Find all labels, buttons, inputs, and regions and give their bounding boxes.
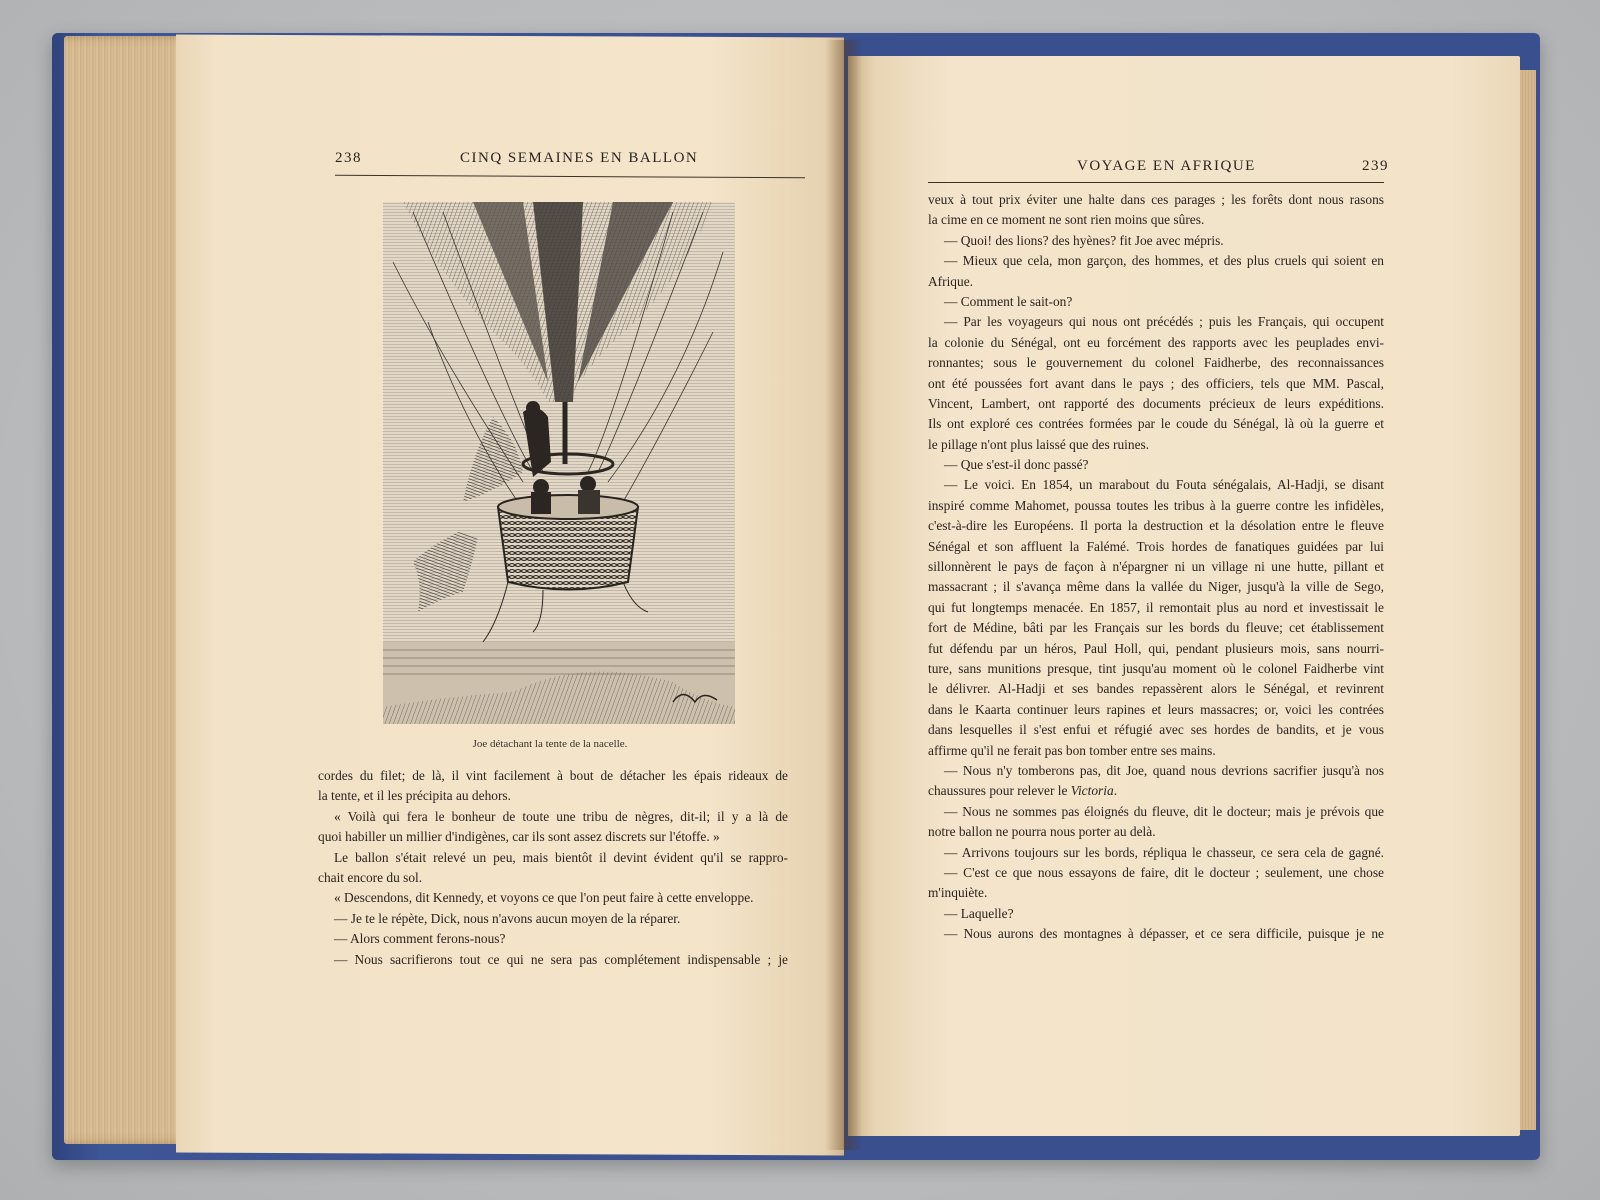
right-page-text xyxy=(928,190,1384,944)
text-line: c'est-à-dire les Européens. Il porta la destruction et la désolation entre le fleuve xyxy=(928,518,1384,534)
text-line: — Nous ne sommes pas éloignés du fleuve, dit le docteur; mais je prévois que xyxy=(944,803,1384,819)
left-page-text xyxy=(318,766,788,970)
text-line: veux à tout prix éviter une halte dans ces parages ; les forêts dont nous rasons xyxy=(928,192,1384,207)
text-line: Sénégal et son affluent la Falémé. Trois hordes de fanatiques guidées par lui xyxy=(928,538,1384,554)
text-line: sillonnèrent le pays de façon à n'épargner ni un village ni une hutte, pillant et xyxy=(928,559,1384,575)
text-line: massacrant ; il s'avança même dans la vallée du Niger, jusqu'à la ville de Sego, xyxy=(928,579,1384,595)
text-line: « Voilà qui fera le bonheur de toute une tribu de nègres, dit-il; il y a là de xyxy=(334,808,788,824)
text-line: affirme qu'il ne ferait pas bon tomber entre ses mains. xyxy=(928,742,1216,758)
text-line: Vincent, Lambert, ont rapporté des documents précieux de leurs expéditions. xyxy=(928,395,1384,411)
text-line: — Arrivons toujours sur les bords, répliqua le chasseur, ce sera cela de gagné. xyxy=(944,844,1384,860)
text-line: notre ballon ne pourra nous porter au delà. xyxy=(928,824,1156,840)
text-line: la colonie du Sénégal, ont eu forcément des rapports avec les peuplades envi- xyxy=(928,334,1384,350)
right-head-rule xyxy=(928,182,1384,183)
left-page-number: 238 xyxy=(335,150,362,166)
text-line: la cime en ce moment ne sont rien moins que sûres. xyxy=(928,212,1205,228)
text-line: — Nous aurons des montagnes à dépasser, et ce sera difficile, puisque je ne xyxy=(944,926,1384,942)
right-running-head: VOYAGE EN AFRIQUE xyxy=(1077,158,1256,174)
text-line: ronnantes; sous le gouvernement du colonel Faidherbe, des reconnaissances xyxy=(928,355,1384,371)
text-line: quoi habiller un millier d'indigènes, car ils sont assez discrets sur l'étoffe. » xyxy=(318,829,720,845)
text-line: qui fut longtemps menacée. En 1857, il remontait plus au nord et investissait le xyxy=(928,599,1384,615)
text-line: — Le voici. En 1854, un marabout du Fouta sénégalais, Al-Hadji, se disant xyxy=(944,477,1384,493)
text-line: chait encore du sol. xyxy=(318,869,423,885)
text-line: Ils ont exploré ces contrées formées par le coude du Sénégal, là où la guerre et xyxy=(928,416,1384,432)
text-line: — Laquelle? xyxy=(944,905,1014,921)
text-line: fort de Médine, bâti par les Français sur les bords du fleuve; cet établissement xyxy=(928,620,1384,636)
text-line: « Descendons, dit Kennedy, et voyons ce que l'on peut faire à cette enveloppe. xyxy=(334,890,754,906)
text-line: — Comment le sait-on? xyxy=(944,293,1073,309)
text-line: — Nous sacrifierons tout ce qui ne sera pas complétement indispensable ; je xyxy=(334,951,788,967)
text-line: Afrique. xyxy=(928,273,973,289)
illustration-caption: Joe détachant la tente de la nacelle. xyxy=(472,738,628,750)
text-line: — C'est ce que nous essayons de faire, dit le docteur ; seulement, une chose xyxy=(944,864,1384,880)
text-line: — Par les voyageurs qui nous ont précédés ; puis les Français, qui occupent xyxy=(944,314,1384,330)
text-line: la tente, et il les précipita au dehors. xyxy=(318,788,511,804)
text-line: ture, sans munitions presque, tint jusqu'au moment où le colonel Faidherbe vint xyxy=(928,660,1384,676)
right-page-number: 239 xyxy=(1362,158,1389,174)
italic-word: Victoria xyxy=(1070,783,1114,799)
text-line: — Alors comment ferons-nous? xyxy=(334,931,506,947)
text-line: chaussures pour relever le Victoria. xyxy=(928,783,1118,799)
text-line: — Je te le répète, Dick, nous n'avons aucun moyen de la réparer. xyxy=(334,910,681,926)
text-line: inspiré comme Mahomet, poussa toutes les tribus à la guerre contre les infidèles, xyxy=(928,497,1384,513)
balloon-engraving-icon xyxy=(383,202,735,724)
text-line: Le ballon s'était relevé un peu, mais bientôt il devint évident qu'il se rappro- xyxy=(334,849,788,865)
text-line: m'inquiète. xyxy=(928,885,988,901)
text-line: — Que s'est-il donc passé? xyxy=(944,457,1089,473)
page-edges-left xyxy=(64,36,194,1144)
text-line: — Mieux que cela, mon garçon, des hommes, et des plus cruels qui soient en xyxy=(944,253,1384,269)
page-edges-right xyxy=(1518,70,1536,1130)
text-line-start: chaussures pour relever le xyxy=(928,783,1071,799)
left-running-head: CINQ SEMAINES EN BALLON xyxy=(460,150,699,166)
text-line: — Quoi! des lions? des hyènes? fit Joe avec mépris. xyxy=(944,232,1224,248)
text-line: le pillage n'ont plus laissé que des ruines. xyxy=(928,436,1150,452)
text-line: fut défendu par un héros, Paul Holl, qui, pendant plusieurs mois, sans nourri- xyxy=(928,640,1384,656)
text-line: dans le Kaarta continuer leurs rapines et leurs massacres; or, voici les contrées xyxy=(928,701,1384,717)
text-line: le délivrer. Al-Hadji et ses bandes repassèrent alors le Sénégal, et revinrent xyxy=(928,681,1384,697)
gutter-shadow xyxy=(826,40,862,1150)
text-line: ont été poussées fort avant dans le pays ; des officiers, tels que MM. Pascal, xyxy=(928,375,1384,391)
text-line: — Nous n'y tomberons pas, dit Joe, quand nous devrions sacrifier jusqu'à nos xyxy=(944,762,1384,778)
text-line: cordes du filet; de là, il vint facilement à bout de détacher les épais rideaux de xyxy=(318,768,788,783)
text-line: dans lesquelles il s'est enfui et réfugié avec ses hordes de bandits, et je vous xyxy=(928,722,1384,738)
